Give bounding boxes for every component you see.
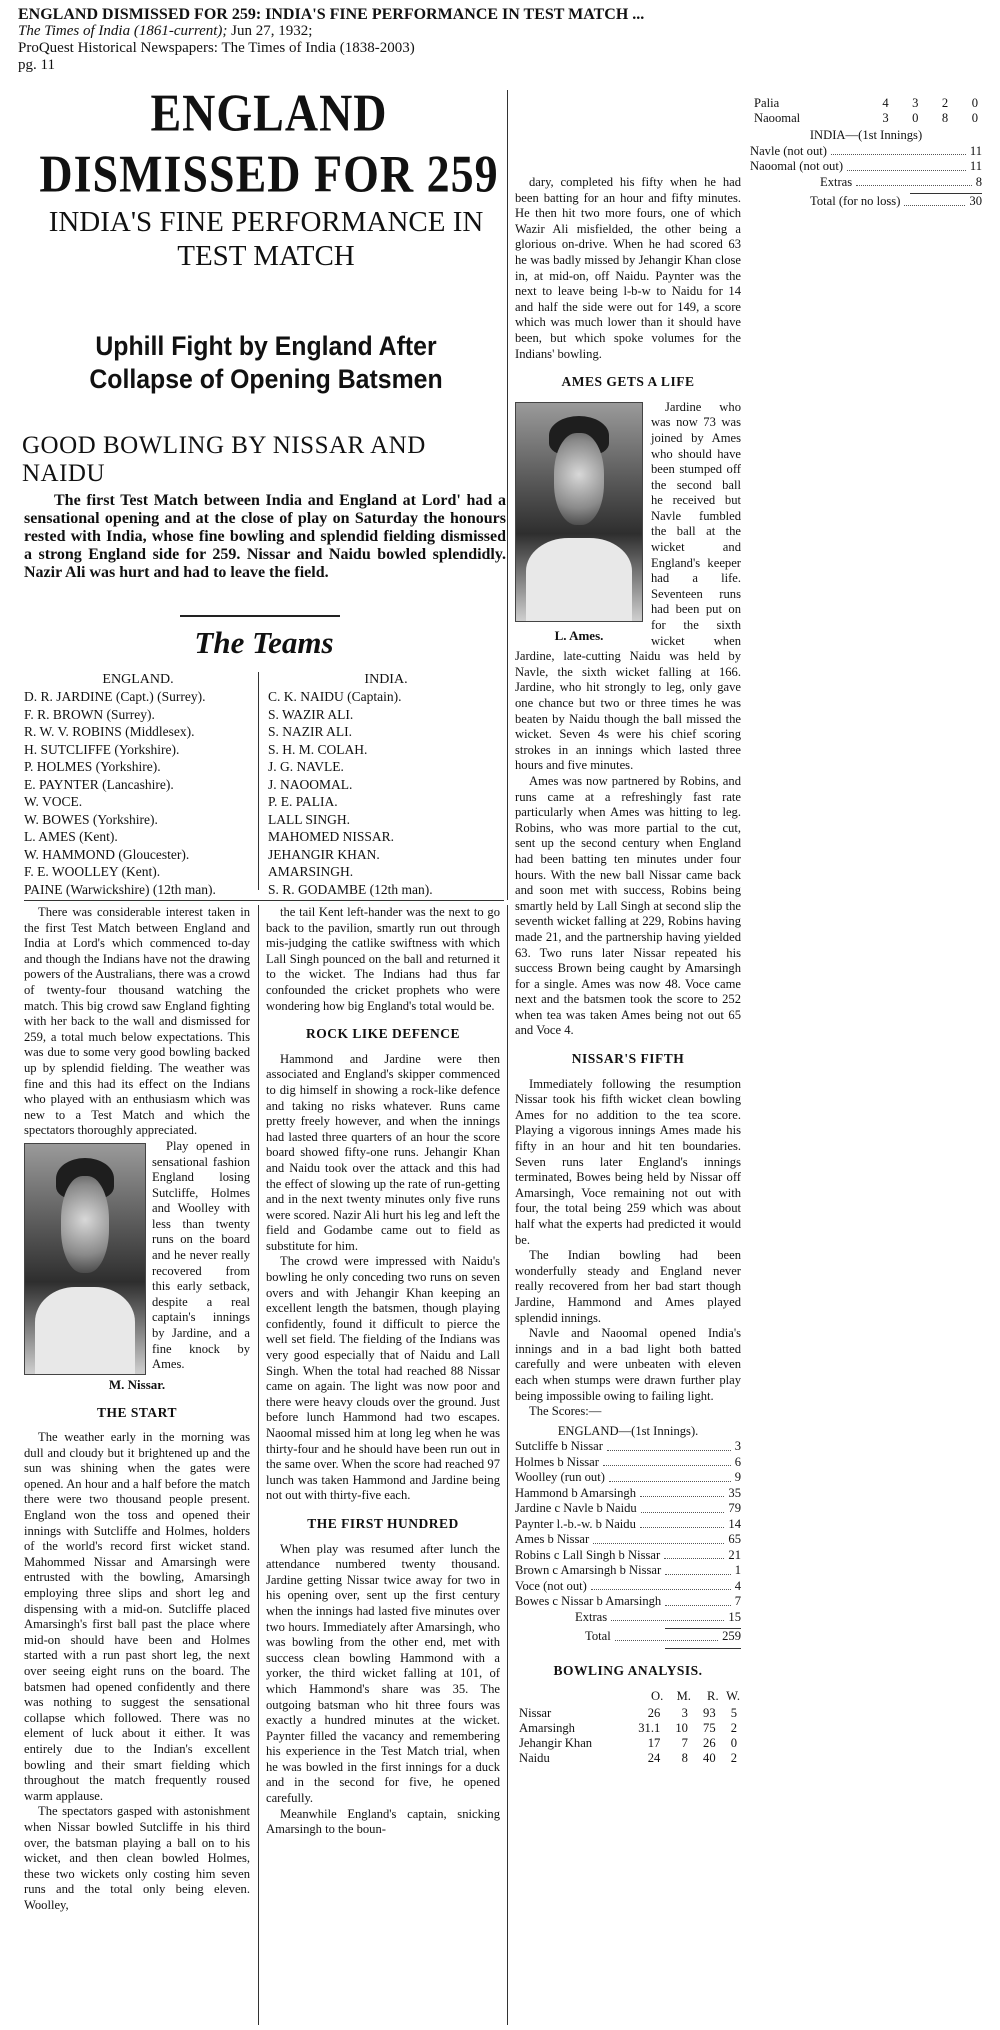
india-batting-row-runs: 11 <box>969 159 982 173</box>
bowling-row-name: Naidu <box>519 1750 550 1765</box>
england-batting-row <box>515 1470 741 1486</box>
india-player: AMARSINGH. <box>268 864 354 879</box>
england-batting-row <box>515 1548 741 1564</box>
column-divider-1 <box>258 905 259 2025</box>
teams-divider <box>258 672 259 890</box>
england-batting-row-name: Hammond b Amarsingh <box>515 1485 637 1500</box>
india-batting-row-name: Navle (not out) <box>750 143 827 158</box>
england-batting-row <box>515 1579 741 1595</box>
article-column-2 <box>266 905 500 1838</box>
bowling-row <box>515 1706 741 1721</box>
england-batting-row-name: Bowes c Nissar b Amarsingh <box>515 1594 662 1609</box>
england-batting-row-runs: 14 <box>728 1516 741 1531</box>
subhead-nissars-fifth: NISSAR'S FIFTH <box>571 1051 685 1067</box>
bowling-continued-row-name: Naoomal <box>754 111 801 125</box>
bowling-col-header: O. <box>651 1689 664 1704</box>
column-divider-2 <box>507 905 508 2025</box>
bowling-row-name: Amarsingh <box>519 1720 575 1735</box>
india-batting-row-name: Naoomal (not out) <box>750 159 844 173</box>
england-batting-row <box>515 1501 741 1517</box>
bowling-row <box>515 1736 741 1751</box>
bowling-row-w: 2 <box>730 1720 737 1735</box>
bowling-row <box>515 1751 741 1766</box>
bowling-continued-row-w: 0 <box>971 96 978 110</box>
india-extras-row: Extras 8 <box>820 174 982 189</box>
col1-paragraph-2: Play opened in sensational fashion England losing Sutcliffe, Holmes and Woolley with less than twenty runs on the board and he never really recovered from this early setback, despite a real captain's innings by Jardine, and a fine knock by Ames. <box>152 1138 250 1372</box>
england-scorecard-heading: ENGLAND—(1st Innings). <box>557 1423 699 1438</box>
subhead-ames-gets-a-life: AMES GETS A LIFE <box>561 374 695 390</box>
bowling-continued-row-w: 0 <box>971 111 978 125</box>
bowling-row-r: 75 <box>703 1720 716 1735</box>
lede-paragraph: The first Test Match between India and England at Lord' had a sensational opening and at the close of play on Saturday the honours rested with India, whose fine bowling and splendid fielding dismissed a strong England side for 259. Nissar and Naidu bowled splendidly. Nazir Ali was hurt and had to leave the field. <box>24 492 506 581</box>
citation-page: pg. 11 <box>18 57 55 73</box>
bowling-row-o: 17 <box>647 1735 661 1750</box>
subheadline-3: GOOD BOWLING BY NISSAR AND NAIDU <box>22 432 426 487</box>
england-batting-row-runs: 35 <box>728 1485 741 1500</box>
bowling-col-header: M. <box>676 1689 691 1704</box>
india-player: C. K. NAIDU (Captain). <box>268 689 402 704</box>
england-batting-row <box>515 1594 741 1610</box>
england-batting-row-name: Holmes b Nissar <box>515 1454 599 1469</box>
bowling-rows <box>515 1706 741 1766</box>
subheadline-2: Uphill Fight by England After Collapse of Opening Batsmen <box>89 331 443 394</box>
england-batting-row-runs: 6 <box>734 1454 741 1469</box>
england-batting-row <box>515 1532 741 1548</box>
england-player: F. R. BROWN (Surrey). <box>24 706 155 722</box>
col2-paragraph-1: the tail Kent left-hander was the next to go back to the pavilion, smartly run out through mis-judging the catlike swiftness with which Lall Singh pounced on the ball and returned it to the wicket. The Indians had thus far confounded the cricket prophets who were wondering how big England's total would be. <box>266 905 500 1013</box>
england-batting-row-name: Jardine c Navle b Naidu <box>515 1501 637 1516</box>
subhead-first-hundred: THE FIRST HUNDRED <box>307 1515 459 1531</box>
india-batting-row <box>750 159 982 175</box>
india-player: LALL SINGH. <box>268 811 350 827</box>
bowling-row-w: 5 <box>730 1705 737 1720</box>
india-batting-row <box>750 144 982 160</box>
india-batting-row-runs: 11 <box>969 143 982 158</box>
nissar-photo <box>24 1143 146 1375</box>
subheadline-1: INDIA'S FINE PERFORMANCE IN TEST MATCH <box>48 206 484 272</box>
england-player: P. HOLMES (Yorkshire). <box>24 759 161 774</box>
india-player: S. WAZIR ALI. <box>268 706 354 722</box>
england-batting-row-name: Paynter l.-b.-w. b Naidu <box>515 1516 636 1531</box>
england-batting-row-name: Sutcliffe b Nissar <box>515 1439 603 1454</box>
india-team-heading: INDIA. <box>364 672 408 687</box>
england-batting-rows <box>515 1439 741 1610</box>
teams-title: The Teams <box>194 625 334 660</box>
bowling-continued-table <box>750 96 982 126</box>
citation-archive: ProQuest Historical Newspapers: The Times of India (1838-2003) <box>18 40 415 56</box>
bowling-continued-row-o: 3 <box>882 111 889 125</box>
col2-paragraph-4: When play was resumed after lunch the attendance numbered twenty thousand. Jardine getting Nissar twice away for two in his opening over, sent up the first century when the innings had lasted five minutes over two hours. Immediately after Amarsingh, who was bowling from the other end, met with success clean bowling Hammond with a yorker, the third wicket falling at 101, of which Hammond's share was 35. The outgoing batsman who hit three fours was exactly a hundred minutes at the wicket. Paynter filled the vacancy and remembering his experience in the Test Match trial, when he was bowled in the first innings for a duck and in the second for five, he opened carefully. <box>266 1541 500 1806</box>
article-column-3 <box>515 175 741 1766</box>
citation-source: The Times of India (1861-current); Jun 27, 1932; <box>18 23 313 39</box>
england-player: R. W. V. ROBINS (Middlesex). <box>24 724 195 739</box>
bowling-continued-row-o: 4 <box>882 96 889 110</box>
england-batting-row-runs: 3 <box>734 1439 741 1454</box>
bowling-analysis-table <box>515 1688 741 1766</box>
india-team-list <box>268 688 504 898</box>
nissar-photo-caption: M. Nissar. <box>108 1376 166 1392</box>
ames-photo-block <box>515 402 643 644</box>
england-batting-row <box>515 1486 741 1502</box>
bowling-continued-row-m: 3 <box>912 96 919 110</box>
column-divider-top <box>507 90 508 900</box>
bowling-continued-rows <box>750 96 982 126</box>
england-extras-row: Extras 15 <box>575 1609 741 1624</box>
bowling-continued-row-r: 2 <box>941 96 949 110</box>
teams-rule <box>180 615 340 617</box>
india-player: J. G. NAVLE. <box>268 759 344 774</box>
england-player: E. PAYNTER (Lancashire). <box>24 776 174 792</box>
bowling-continued-row-r: 8 <box>941 111 949 125</box>
article-citation-title: ENGLAND DISMISSED FOR 259: INDIA'S FINE PERFORMANCE IN TEST MATCH ... <box>18 6 645 23</box>
article-column-4 <box>750 96 982 210</box>
india-player: JEHANGIR KHAN. <box>268 846 380 862</box>
england-batting-row <box>515 1455 741 1471</box>
col2-paragraph-5: Meanwhile England's captain, snicking Amarsingh to the boun- <box>266 1806 500 1837</box>
england-batting-row-runs: 9 <box>734 1470 741 1485</box>
bowling-row-r: 26 <box>703 1735 716 1750</box>
india-player: J. NAOOMAL. <box>268 776 353 792</box>
england-batting-row <box>515 1517 741 1533</box>
england-batting-row <box>515 1439 741 1455</box>
india-batting-rows <box>750 144 982 175</box>
england-team-heading: ENGLAND. <box>102 672 174 687</box>
main-headline: ENGLAND DISMISSED FOR 259 <box>39 83 499 203</box>
bowling-row <box>515 1721 741 1736</box>
bowling-row-o: 31.1 <box>638 1720 661 1735</box>
bowling-col-header: R. <box>707 1689 719 1704</box>
england-batting-row-name: Robins c Lall Singh b Nissar <box>515 1547 661 1562</box>
bowling-row-w: 0 <box>730 1735 737 1750</box>
col3-paragraph-2: Jardine who was now 73 was joined by Ames who should have been stumped off the second ball he received but Navle fumbled the ball at the wicket and England's keeper had a life. Seventeen runs had been put on for the sixth wicket when Jardine, late-cutting Naidu was held by Navle, the sixth wicket falling at 166. Jardine, who hit strongly to leg, only gave one chance but two or three times he was beaten by Naidu though the ball missed the wicket. Seven 4s were his chief scoring strokes in an innings which lasted three hours and five minutes. <box>515 399 741 773</box>
bowling-continued-row-m: 0 <box>912 111 919 125</box>
india-player: S. H. M. COLAH. <box>268 741 368 757</box>
england-player: PAINE (Warwickshire) (12th man). <box>24 881 216 897</box>
bowling-row-name: Jehangir Khan <box>519 1735 593 1750</box>
ames-photo-caption: L. Ames. <box>554 627 604 643</box>
subhead-the-start: THE START <box>97 1404 177 1420</box>
bowling-row-w: 2 <box>730 1750 737 1765</box>
india-player: MAHOMED NISSAR. <box>268 829 395 844</box>
england-team-list <box>24 688 252 898</box>
bowling-continued-row-name: Palia <box>754 96 780 110</box>
bowling-row-m: 7 <box>681 1735 688 1750</box>
england-batting-row-runs: 1 <box>734 1563 741 1578</box>
bowling-row-o: 26 <box>647 1705 661 1720</box>
bowling-continued-row <box>750 111 982 126</box>
england-player: F. E. WOOLLEY (Kent). <box>24 864 161 879</box>
england-batting-row-runs: 4 <box>734 1578 741 1593</box>
scores-label: The Scores:— <box>529 1404 602 1419</box>
india-team <box>268 672 504 898</box>
col1-paragraph-3: The weather early in the morning was dull and cloudy but it brightened up and the sun was shining when the gates were opened. An hour and a half before the match there were two thousand people present. England won the toss and opened their innings with Sutcliffe and Holmes, holders of the world's record first wicket stand. Mahommed Nissar and Amarsingh were entrusted with the bowling, Amarsingh employing three slips and short leg and dispensing with a mid-on. Sutcliffe placed Amarsingh's first ball past the place where mid-on should have been and Holmes started with a run past short leg, the next over seeing eight runs on the board. The batsmen had opened confidently and there was nothing to suggest the sensational collapse which followed. There was no element of luck about it either. It was entirely due to the Indian's excellent bowling and their smart fielding which throughout the match frequently roused warm applause. <box>24 1430 250 1803</box>
bowling-col-blank <box>515 1688 624 1706</box>
col3-paragraph-3: Ames was now partnered by Robins, and runs came at a refreshingly fast rate particularly when Ames was hitting to leg. Robins, who was more partial to the cut, sent up the second century when England had been batting ten minutes under four hours. With the new ball Nissar came back and soon met with success, Robins being smartly held by Lall Singh at second slip the seventh wicket falling at 229, Robins having made 21, and the partnership having yielded 63. Two runs later Nissar repeated his success Brown being caught by Amarsingh for a single. Ames was now 48. Voce came next and the batsmen took the score to 252 when tea was taken Ames being not out 65 and Voce 4. <box>515 773 741 1038</box>
bowling-row-m: 10 <box>675 1720 688 1735</box>
england-batting-row-name: Ames b Nissar <box>515 1532 590 1547</box>
england-team <box>24 672 252 898</box>
england-batting-row-name: Woolley (run out) <box>515 1470 605 1485</box>
teams-bottom-rule <box>24 900 504 901</box>
india-scorecard-heading: INDIA—(1st Innings) <box>809 128 923 142</box>
england-player: W. BOWES (Yorkshire). <box>24 811 158 827</box>
col3-paragraph-4: Immediately following the resumption Nissar took his fifth wicket clean bowling Ames for no addition to the tea score. Playing a vigorous innings Ames made his fifty in an hour and hit ten boundaries. Seven runs later England's innings terminated, Bowes being held by Nissar off Amarsingh, Voce remaining not out with four, the total being 259 which was about half what the experts had predicted it would be. <box>515 1076 741 1247</box>
india-player: P. E. PALIA. <box>268 794 338 809</box>
india-player: S. NAZIR ALI. <box>268 724 352 739</box>
england-player: W. HAMMOND (Gloucester). <box>24 846 190 862</box>
bowling-continued-row <box>750 96 982 111</box>
citation-header <box>18 6 778 74</box>
bowling-analysis-heading: BOWLING ANALYSIS. <box>553 1662 703 1678</box>
india-player: S. R. GODAMBE (12th man). <box>268 881 433 897</box>
england-player: H. SUTCLIFFE (Yorkshire). <box>24 741 180 757</box>
england-batting-row-name: Brown c Amarsingh b Nissar <box>515 1563 662 1578</box>
col3-paragraph-5: The Indian bowling had been wonderfully steady and England never really recovered from her bad start though Jardine, Hammond and Ames played splendid innings. <box>515 1248 741 1325</box>
bowling-row-r: 93 <box>703 1705 716 1720</box>
england-player: L. AMES (Kent). <box>24 829 118 844</box>
nissar-photo-block <box>24 1143 146 1375</box>
col2-paragraph-2: Hammond and Jardine were then associated and England's skipper commenced to dig himself in showing a rock-like defence and taking no risks whatever. Runs came pretty freely however, and when the innings had lasted three quarters of an hour the score board showed fifty-one runs. Jehangir Khan and Naidu took over the attack and this had the effect of slowing up the rate of run-getting and in the next twenty minutes only five runs were scored. Nazir Ali hurt his leg and left the field and Godambe came out to field as substitute for him. <box>266 1051 500 1253</box>
india-total-row: Total (for no loss) 30 <box>810 194 982 208</box>
bowling-header-row <box>515 1688 741 1706</box>
col3-paragraph-1: dary, completed his fifty when he had been batting for an hour and fifty minutes. He then hit two more fours, one of which Wazir Ali misfielded, the other being a glorious on-drive. When he had scored 63 he was badly missed by Jehangir Khan close in, at mid-on, off Naidu. Paynter was the next to leave being l-b-w to Naidu for 14 and half the side were out for 149, a score which was much lower than it should have been, but which spoke volumes for the Indians' bowling. <box>515 175 741 361</box>
england-batting-row <box>515 1563 741 1579</box>
bowling-row-m: 8 <box>681 1750 688 1765</box>
col3-paragraph-6: Navle and Naoomal opened India's innings and in a bad light both batted carefully and were unbeaten with eleven each when stumps were drawn further play being impossible owing to failing light. <box>515 1326 741 1403</box>
england-scorecard <box>515 1424 741 1649</box>
england-batting-row-runs: 7 <box>734 1594 741 1609</box>
col2-paragraph-3: The crowd were impressed with Naidu's bowling he only conceding two runs on seven overs and with Jehangir Khan keeping an excellent length the batsmen, though playing confidently, found it difficult to pierce the well set field. The fielding of the Indians was very good especially that of Naidu and Lall Singh. When the total had reached 88 Nissar came on again. The light was now poor and there were heavy clouds over the ground. Just before lunch Hammond had two escapes. Naoomal missed him at long leg when he was thirty-four and he should have been run out in the same over. When the score had reached 97 lunch was taken Hammond and Jardine being not out with thirty-five each. <box>266 1254 500 1503</box>
england-player: W. VOCE. <box>24 794 83 809</box>
bowling-col-header: W. <box>726 1689 740 1704</box>
england-batting-row-runs: 21 <box>728 1547 741 1562</box>
ames-photo <box>515 402 643 622</box>
england-batting-row-runs: 79 <box>728 1501 741 1516</box>
england-batting-row-name: Voce (not out) <box>515 1578 587 1593</box>
col1-paragraph-4: The spectators gasped with astonishment when Nissar bowled Sutcliffe in his third over, the batsman playing a ball on to his wicket, and then clean bowled Holmes, these two wickets only costing him seven runs and the total only being eleven. Woolley, <box>24 1804 250 1912</box>
england-player: D. R. JARDINE (Capt.) (Surrey). <box>24 689 206 704</box>
bowling-row-name: Nissar <box>519 1705 552 1720</box>
article-column-1 <box>24 905 250 1914</box>
bowling-row-m: 3 <box>681 1705 688 1720</box>
col1-paragraph-1: There was considerable interest taken in the first Test Match between England and India at Lord's which commenced to-day and though the Indians have not the drawing powers of the Australians, there was a crowd of twenty-four thousand watching the match. This big crowd saw England fighting with her back to the wall and dismissed for 259, a total much below expectations. This was due to some very good bowling backed up by splendid fielding. The weather was fine and this had its effect on the Indians who played with an enthusiasm which was new to a Test Match and which the spectators thoroughly appreciated. <box>24 905 250 1138</box>
bowling-row-r: 40 <box>703 1750 716 1765</box>
england-total-row: Total 259 <box>585 1629 741 1644</box>
subhead-rock-like-defence: ROCK LIKE DEFENCE <box>305 1026 461 1042</box>
england-batting-row-runs: 65 <box>728 1532 741 1547</box>
bowling-row-o: 24 <box>647 1750 661 1765</box>
